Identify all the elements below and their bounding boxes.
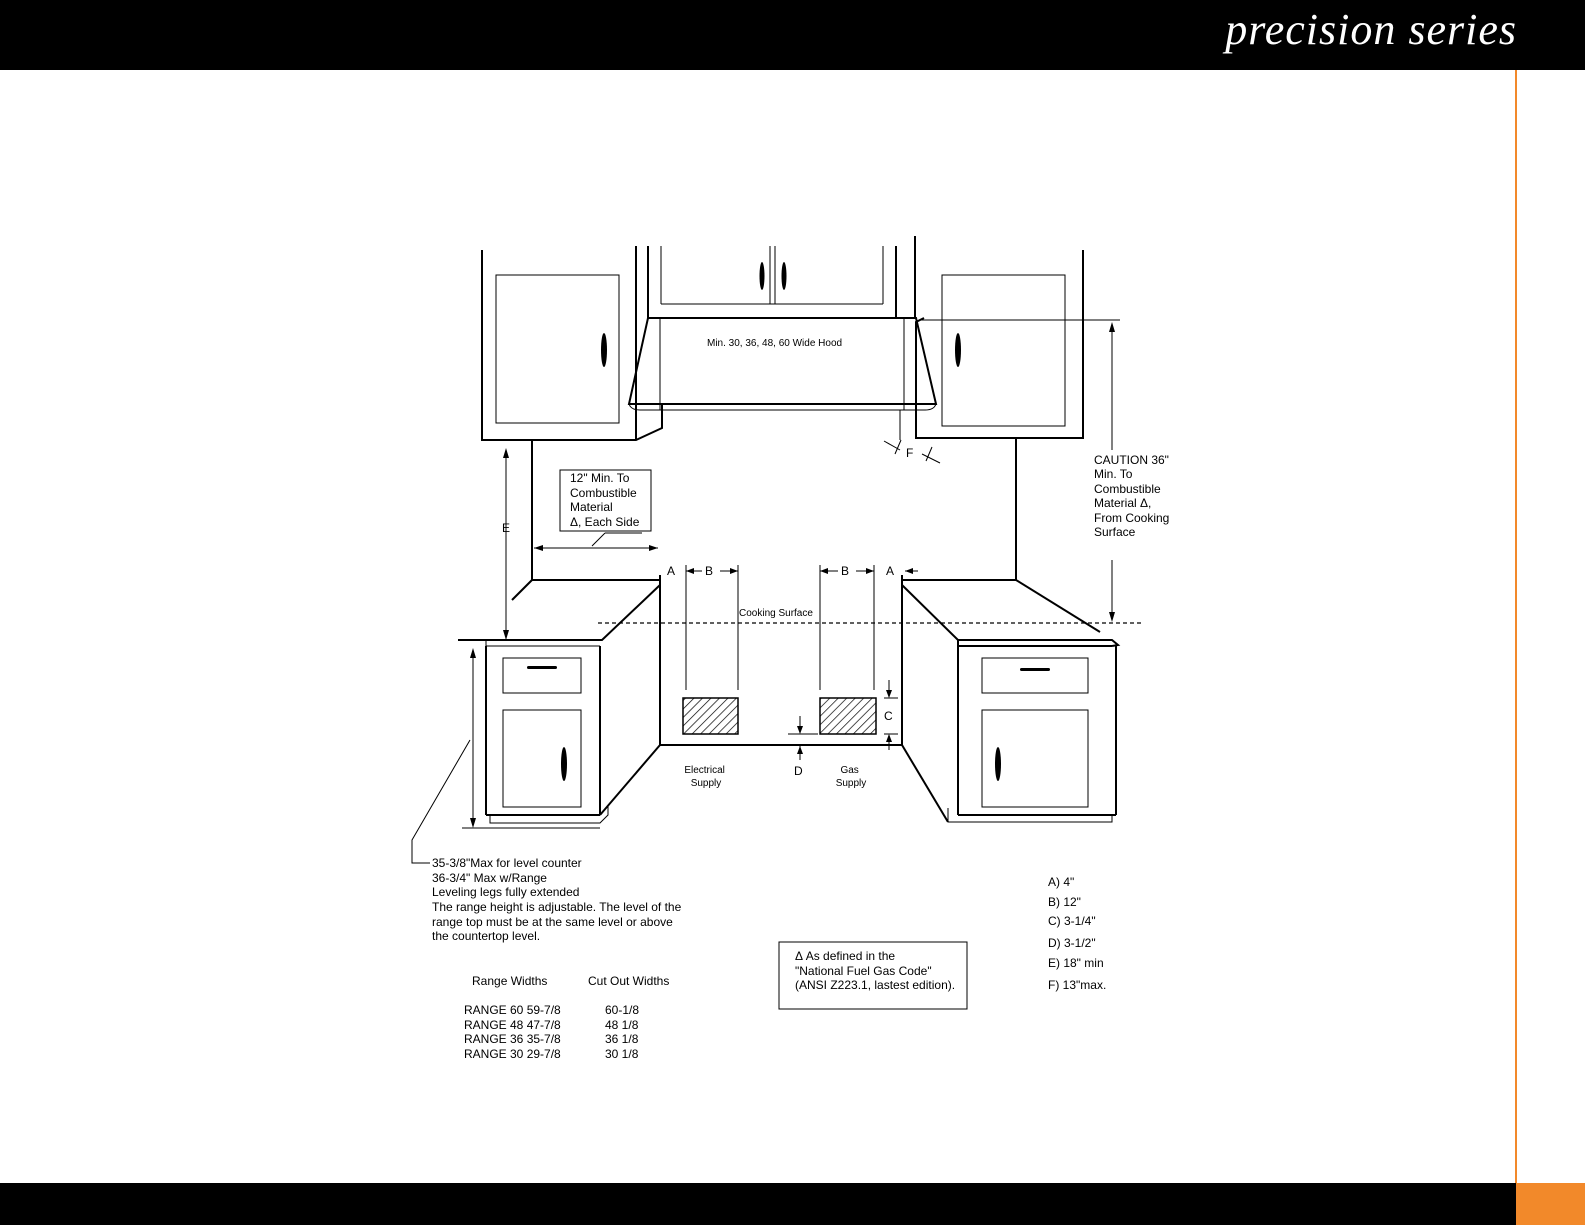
cabinet-handle-icon [601, 333, 607, 367]
drawer-handle-icon [1020, 668, 1050, 671]
table-cell: RANGE 60 59-7/8 [464, 1003, 561, 1017]
legend-item: C) 3-1/4" [1048, 914, 1096, 928]
electrical-supply-box [683, 698, 738, 734]
table-cell: 30 1/8 [605, 1047, 639, 1061]
cabinet-handle-icon [955, 333, 961, 367]
table-cell: 48 1/8 [605, 1018, 639, 1032]
lower-right-cabinet [902, 585, 1118, 822]
widths-table [464, 974, 669, 1061]
cabinet-handle-icon [760, 262, 765, 290]
combustible-note: 12" Min. To Combustible Material Δ, Each Side [570, 471, 640, 529]
dim-label-d: D [794, 764, 803, 778]
dim-label-e: E [502, 521, 511, 535]
legend-item: F) 13"max. [1048, 978, 1107, 992]
cabinet-handle-icon [782, 262, 787, 290]
cooking-surface-label: Cooking Surface [739, 608, 813, 619]
gas-supply-box [820, 698, 876, 734]
table-cell: RANGE 48 47-7/8 [464, 1018, 561, 1032]
dimension-legend [1048, 875, 1106, 992]
lower-left-cabinet [458, 585, 660, 823]
drawer-handle-icon [527, 666, 557, 669]
definition-note: Δ As defined in the "National Fuel Gas Code" (ANSI Z223.1, lastest edition). [795, 949, 956, 992]
legend-item: D) 3-1/2" [1048, 936, 1096, 950]
upper-center-cabinet [648, 246, 896, 318]
table-header: Cut Out Widths [588, 974, 670, 988]
cabinet-handle-icon [995, 747, 1001, 781]
dim-label-a-right: A [886, 564, 895, 578]
brand-logo: precision series [1225, 5, 1517, 54]
upper-left-cabinet [482, 246, 662, 440]
electrical-supply-label: Electrical Supply [684, 765, 725, 789]
height-note: 35-3/8"Max for level counter 36-3/4" Max w/Range Leveling legs fully extended The range height is adjustable. The level of the range top must be at the same level or above the countertop level. [432, 856, 682, 943]
dim-label-c: C [884, 709, 893, 723]
table-header: Range Widths [472, 974, 548, 988]
cabinet-handle-icon [561, 747, 567, 781]
upper-right-cabinet [916, 250, 1120, 438]
table-cell: RANGE 36 35-7/8 [464, 1032, 561, 1046]
dim-label-a-left: A [667, 564, 676, 578]
dim-label-b-right: B [841, 564, 850, 578]
caution-note: CAUTION 36" Min. To Combustible Material Δ, From Cooking Surface [1094, 453, 1170, 539]
hood-label: Min. 30, 36, 48, 60 Wide Hood [707, 338, 843, 349]
legend-item: B) 12" [1048, 895, 1081, 909]
legend-item: E) 18" min [1048, 956, 1104, 970]
table-cell: 36 1/8 [605, 1032, 639, 1046]
table-cell: 60-1/8 [605, 1003, 640, 1017]
gas-supply-label: Gas Supply [835, 765, 867, 789]
legend-item: A) 4" [1048, 875, 1075, 889]
dim-label-b-left: B [705, 564, 714, 578]
dim-label-f: F [906, 446, 914, 460]
table-cell: RANGE 30 29-7/8 [464, 1047, 561, 1061]
